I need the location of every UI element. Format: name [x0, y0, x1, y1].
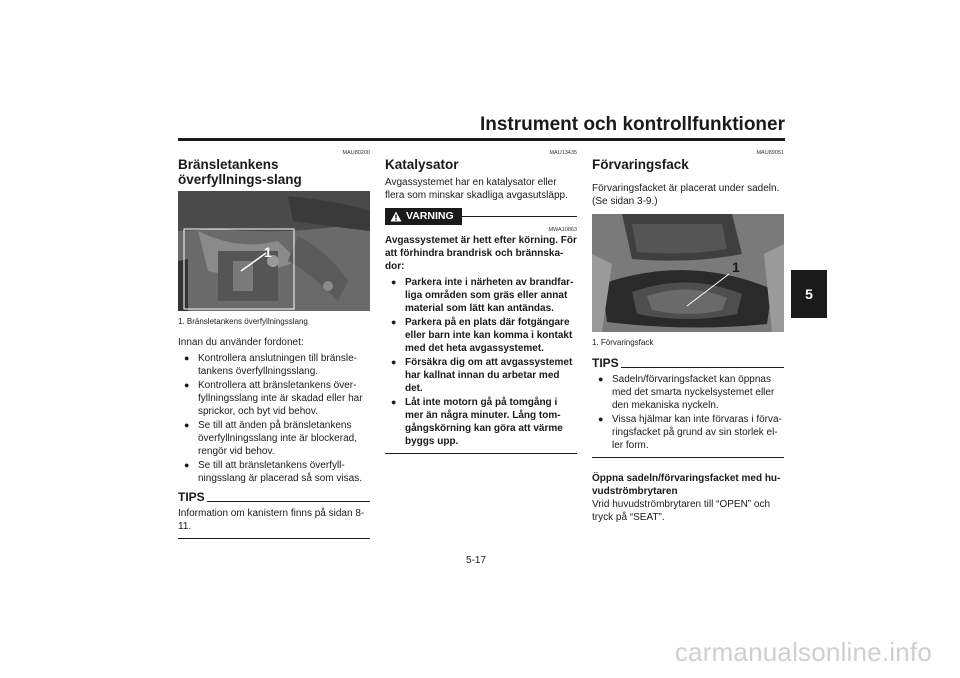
tips-heading	[178, 491, 370, 504]
tips-text: Information om kanistern finns på sidan 8-11.	[178, 508, 365, 532]
warning-header	[385, 208, 577, 225]
list-item: ● Sadeln/förvaringsfacket kan öppnas med det smarta nyckelsystemet eller den mekaniska nyckeln.	[612, 373, 784, 412]
check-list	[178, 352, 370, 485]
warning-end-rule	[385, 453, 577, 454]
column-catalytic-converter	[385, 150, 577, 464]
tips-end-rule	[178, 538, 370, 539]
tips-label: TIPS	[178, 490, 205, 504]
tips-heading	[592, 357, 784, 370]
section-heading: Katalysator	[385, 157, 459, 172]
section-heading: Förvaringsfack	[592, 157, 689, 172]
figure-caption: 1. Förvaringsfack	[592, 338, 654, 347]
list-item: ● Parkera inte i närheten av brandfar-liga områden som gräs eller annat material som lätt kan antändas.	[405, 276, 577, 315]
list-item: ● Kontrollera att bränsletankens över-fyllningsslang inte är skadad eller har sprickor, och byt vid behov.	[198, 379, 370, 418]
column-storage-compartment	[592, 150, 784, 527]
section-code: MAU13435	[549, 150, 577, 156]
list-item: ● Parkera på en plats där fotgängare eller barn inte kan komma i kontakt med det heta avgassystemet.	[405, 316, 577, 355]
intro-text: Avgassystemet har en katalysator eller flera som minskar skadliga avgasutsläpp.	[385, 177, 568, 201]
warning-list	[385, 276, 577, 448]
list-item: ● Se till att bränsletankens överfyll-ningsslang är placerad så som visas.	[198, 459, 370, 485]
figure-callout: 1	[264, 244, 272, 260]
section-heading: Bränsletankens överfyllnings-slang	[178, 157, 302, 187]
warning-lead: Avgassystemet är hett efter körning. För att förhindra brandrisk och brännska-dor:	[385, 235, 577, 272]
intro-text: Förvaringsfacket är placerat under sadeln. (Se sidan 3-9.)	[592, 183, 780, 207]
section-code: MAU80200	[342, 150, 370, 156]
page-header-title: Instrument och kontrollfunktioner	[479, 114, 785, 135]
warning-code: MWA10863	[548, 227, 577, 233]
list-item: ● Låt inte motorn gå på tomgång i mer än några minuter. Lång tom-gångskörning kan göra att värme byggs upp.	[405, 396, 577, 448]
page-number: 5-17	[466, 555, 487, 566]
header-rule	[178, 138, 785, 141]
warning-triangle-icon	[390, 211, 402, 222]
warning-label: VARNING	[406, 210, 454, 222]
watermark: carmanualsonline.info	[674, 637, 932, 667]
list-item: ● Försäkra dig om att avgassystemet har kallnat innan du arbetar med det.	[405, 356, 577, 395]
subsection-text: Vrid huvudströmbrytaren till “OPEN” och tryck på “SEAT”.	[592, 499, 771, 523]
chapter-tab: 5	[791, 270, 827, 318]
figure-fuel-overflow-hose	[178, 191, 370, 311]
warning-content	[385, 234, 577, 448]
column-fuel-overflow-hose	[178, 150, 370, 549]
warning-badge	[385, 208, 462, 225]
figure-caption: 1. Bränsletankens överfyllningsslang	[178, 317, 308, 326]
tips-end-rule	[592, 457, 784, 458]
tips-list	[592, 373, 784, 452]
intro-text: Innan du använder fordonet:	[178, 337, 304, 348]
figure-storage-compartment	[592, 214, 784, 332]
subsection-heading: Öppna sadeln/förvaringsfacket med hu-vudströmbrytaren	[592, 473, 781, 497]
fuel-hose-photo-illustration	[178, 191, 370, 311]
list-item: ● Se till att änden på bränsletankens överfyllningsslang inte är blockerad, rengör vid behov.	[198, 419, 370, 458]
list-item: ● Kontrollera anslutningen till bränsle-tankens överfyllningsslang.	[198, 352, 370, 378]
storage-photo-illustration	[592, 214, 784, 332]
section-code: MAU89051	[756, 150, 784, 156]
tips-label: TIPS	[592, 356, 619, 370]
figure-callout: 1	[732, 259, 740, 275]
list-item: ● Vissa hjälmar kan inte förvaras i förva-ringsfacket på grund av sin storlek el-ler form.	[612, 413, 784, 452]
